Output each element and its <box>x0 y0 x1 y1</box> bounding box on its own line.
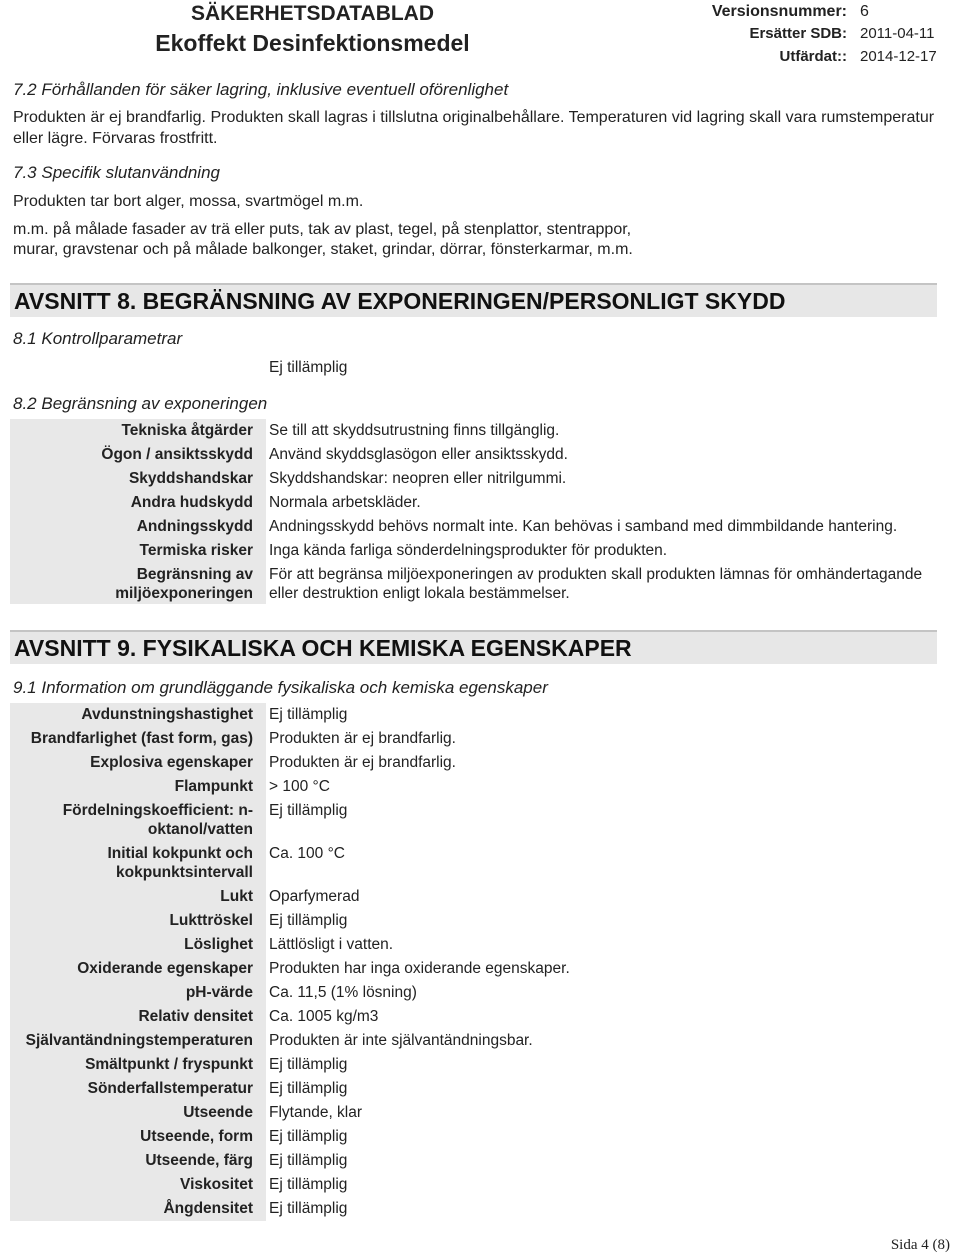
exposure-label: Tekniska åtgärder <box>121 422 253 439</box>
property-value: Produkten har inga oxiderande egenskaper. <box>269 960 570 977</box>
exposure-label: Andra hudskydd <box>130 494 253 511</box>
section-9-header <box>10 630 937 664</box>
property-value: Ej tillämplig <box>269 1056 348 1073</box>
property-label: Explosiva egenskaper <box>90 754 253 771</box>
paragraph-7-2-line1: Produkten är ej brandfarlig. Produkten skall lagras i tillslutna originalbehållare. Temperaturen vid lagring skall vara rumstemperatur <box>13 109 935 126</box>
property-label: Viskositet <box>180 1176 253 1193</box>
property-label: Relativ densitet <box>138 1008 253 1025</box>
property-label: Löslighet <box>184 936 253 953</box>
property-value: > 100 °C <box>269 778 330 795</box>
property-label: Utseende <box>183 1104 253 1121</box>
property-value: Ca. 1005 kg/m3 <box>269 1008 379 1025</box>
subsection-8-1-heading: 8.1 Kontrollparametrar <box>13 329 183 348</box>
property-value: Ej tillämplig <box>269 1080 348 1097</box>
page-number: Sida 4 (8) <box>890 1237 950 1253</box>
product-name: Ekoffekt Desinfektionsmedel <box>155 30 470 56</box>
property-value: Ej tillämplig <box>269 1152 348 1169</box>
section-9-title: AVSNITT 9. FYSIKALISKA OCH KEMISKA EGENSKAPER <box>14 635 632 661</box>
exposure-label: Ögon / ansiktsskydd <box>101 446 253 463</box>
paragraph-7-3-line2: m.m. på målade fasader av trä eller puts, tak av plast, tegel, på stenplattor, stentrappor, <box>13 221 632 238</box>
exposure-label: Termiska risker <box>139 542 253 559</box>
exposure-label: Andningsskydd <box>136 518 253 535</box>
subsection-7-3-heading: 7.3 Specifik slutanvändning <box>13 163 220 182</box>
property-label: Sönderfallstemperatur <box>87 1080 253 1097</box>
section-8-title: AVSNITT 8. BEGRÄNSNING AV EXPONERINGEN/PERSONLIGT SKYDD <box>14 288 786 314</box>
exposure-label-cont: miljöexponeringen <box>115 585 253 602</box>
exposure-value: Se till att skyddsutrustning finns tillgänglig. <box>269 422 560 439</box>
property-label: Smältpunkt / fryspunkt <box>85 1056 253 1073</box>
issued-value: 2014-12-17 <box>860 48 937 65</box>
property-value: Ej tillämplig <box>269 912 348 929</box>
replaces-label: Ersätter SDB: <box>749 25 847 42</box>
property-value: Ca. 11,5 (1% lösning) <box>269 984 417 1001</box>
section-8-header <box>10 283 937 317</box>
exposure-value: Använd skyddsglasögon eller ansiktsskydd. <box>269 446 568 463</box>
property-value: Ej tillämplig <box>269 706 348 723</box>
property-label: Brandfarlighet (fast form, gas) <box>30 730 253 747</box>
property-value: Produkten är inte självantändningsbar. <box>269 1032 533 1049</box>
property-label: Lukttröskel <box>169 912 253 929</box>
property-value: Produkten är ej brandfarlig. <box>269 754 456 771</box>
subsection-8-2-heading: 8.2 Begränsning av exponeringen <box>13 394 268 413</box>
exposure-value: Inga kända farliga sönderdelningsprodukter för produkten. <box>269 542 668 559</box>
version-label: Versionsnummer: <box>711 3 847 20</box>
property-label: Utseende, färg <box>145 1152 253 1169</box>
exposure-label: Begränsning av <box>136 566 253 583</box>
property-label: Flampunkt <box>174 778 253 795</box>
property-value: Lättlösligt i vatten. <box>269 936 394 953</box>
property-label: Fördelningskoefficient: n- <box>62 802 253 819</box>
property-label: Initial kokpunkt och <box>107 845 253 862</box>
property-label: Avdunstningshastighet <box>81 706 253 723</box>
property-label: pH-värde <box>185 984 253 1001</box>
property-value: Produkten är ej brandfarlig. <box>269 730 456 747</box>
property-label: Självantändningstemperaturen <box>25 1032 253 1049</box>
subsection-7-2-heading: 7.2 Förhållanden för säker lagring, inklusive eventuell oförenlighet <box>13 80 509 99</box>
subsection-9-1-heading: 9.1 Information om grundläggande fysikaliska och kemiska egenskaper <box>13 678 548 697</box>
property-value: Ej tillämplig <box>269 1200 348 1217</box>
property-label-cont: kokpunktsintervall <box>116 864 253 881</box>
property-label-cont: oktanol/vatten <box>147 821 253 838</box>
property-value: Ej tillämplig <box>269 1176 348 1193</box>
exposure-value-cont: eller destruktion enligt lokala bestämmelser. <box>269 585 570 602</box>
version-value: 6 <box>860 3 869 20</box>
exposure-value: Normala arbetskläder. <box>269 494 421 511</box>
issued-label: Utfärdat:: <box>779 48 847 65</box>
property-value: Ej tillämplig <box>269 1128 348 1145</box>
property-label: Oxiderande egenskaper <box>77 960 253 977</box>
property-label: Ångdensitet <box>163 1200 253 1217</box>
property-value: Ca. 100 °C <box>269 845 345 862</box>
paragraph-7-3-line1: Produkten tar bort alger, mossa, svartmögel m.m. <box>13 193 364 210</box>
document-title: SÄKERHETSDATABLAD <box>190 2 435 25</box>
property-value: Flytande, klar <box>269 1104 363 1121</box>
paragraph-7-2-line2: eller lägre. Förvaras frostfritt. <box>13 130 218 147</box>
exposure-value: Andningsskydd behövs normalt inte. Kan behövas i samband med dimmbildande hantering. <box>269 518 898 535</box>
exposure-label: Skyddshandskar <box>128 470 253 487</box>
property-value: Oparfymerad <box>269 888 360 905</box>
exposure-value: För att begränsa miljöexponeringen av produkten skall produkten lämnas för omhändertagande <box>269 566 923 583</box>
control-parameters-value: Ej tillämplig <box>269 359 348 376</box>
property-label: Utseende, form <box>140 1128 253 1145</box>
replaces-value: 2011-04-11 <box>860 25 935 42</box>
paragraph-7-3-line3: murar, gravstenar och på målade balkonger, staket, grindar, dörrar, fönsterkarmar, m.m. <box>13 241 633 258</box>
property-value: Ej tillämplig <box>269 802 348 819</box>
exposure-value: Skyddshandskar: neopren eller nitrilgummi. <box>269 470 567 487</box>
property-label: Lukt <box>220 888 253 905</box>
